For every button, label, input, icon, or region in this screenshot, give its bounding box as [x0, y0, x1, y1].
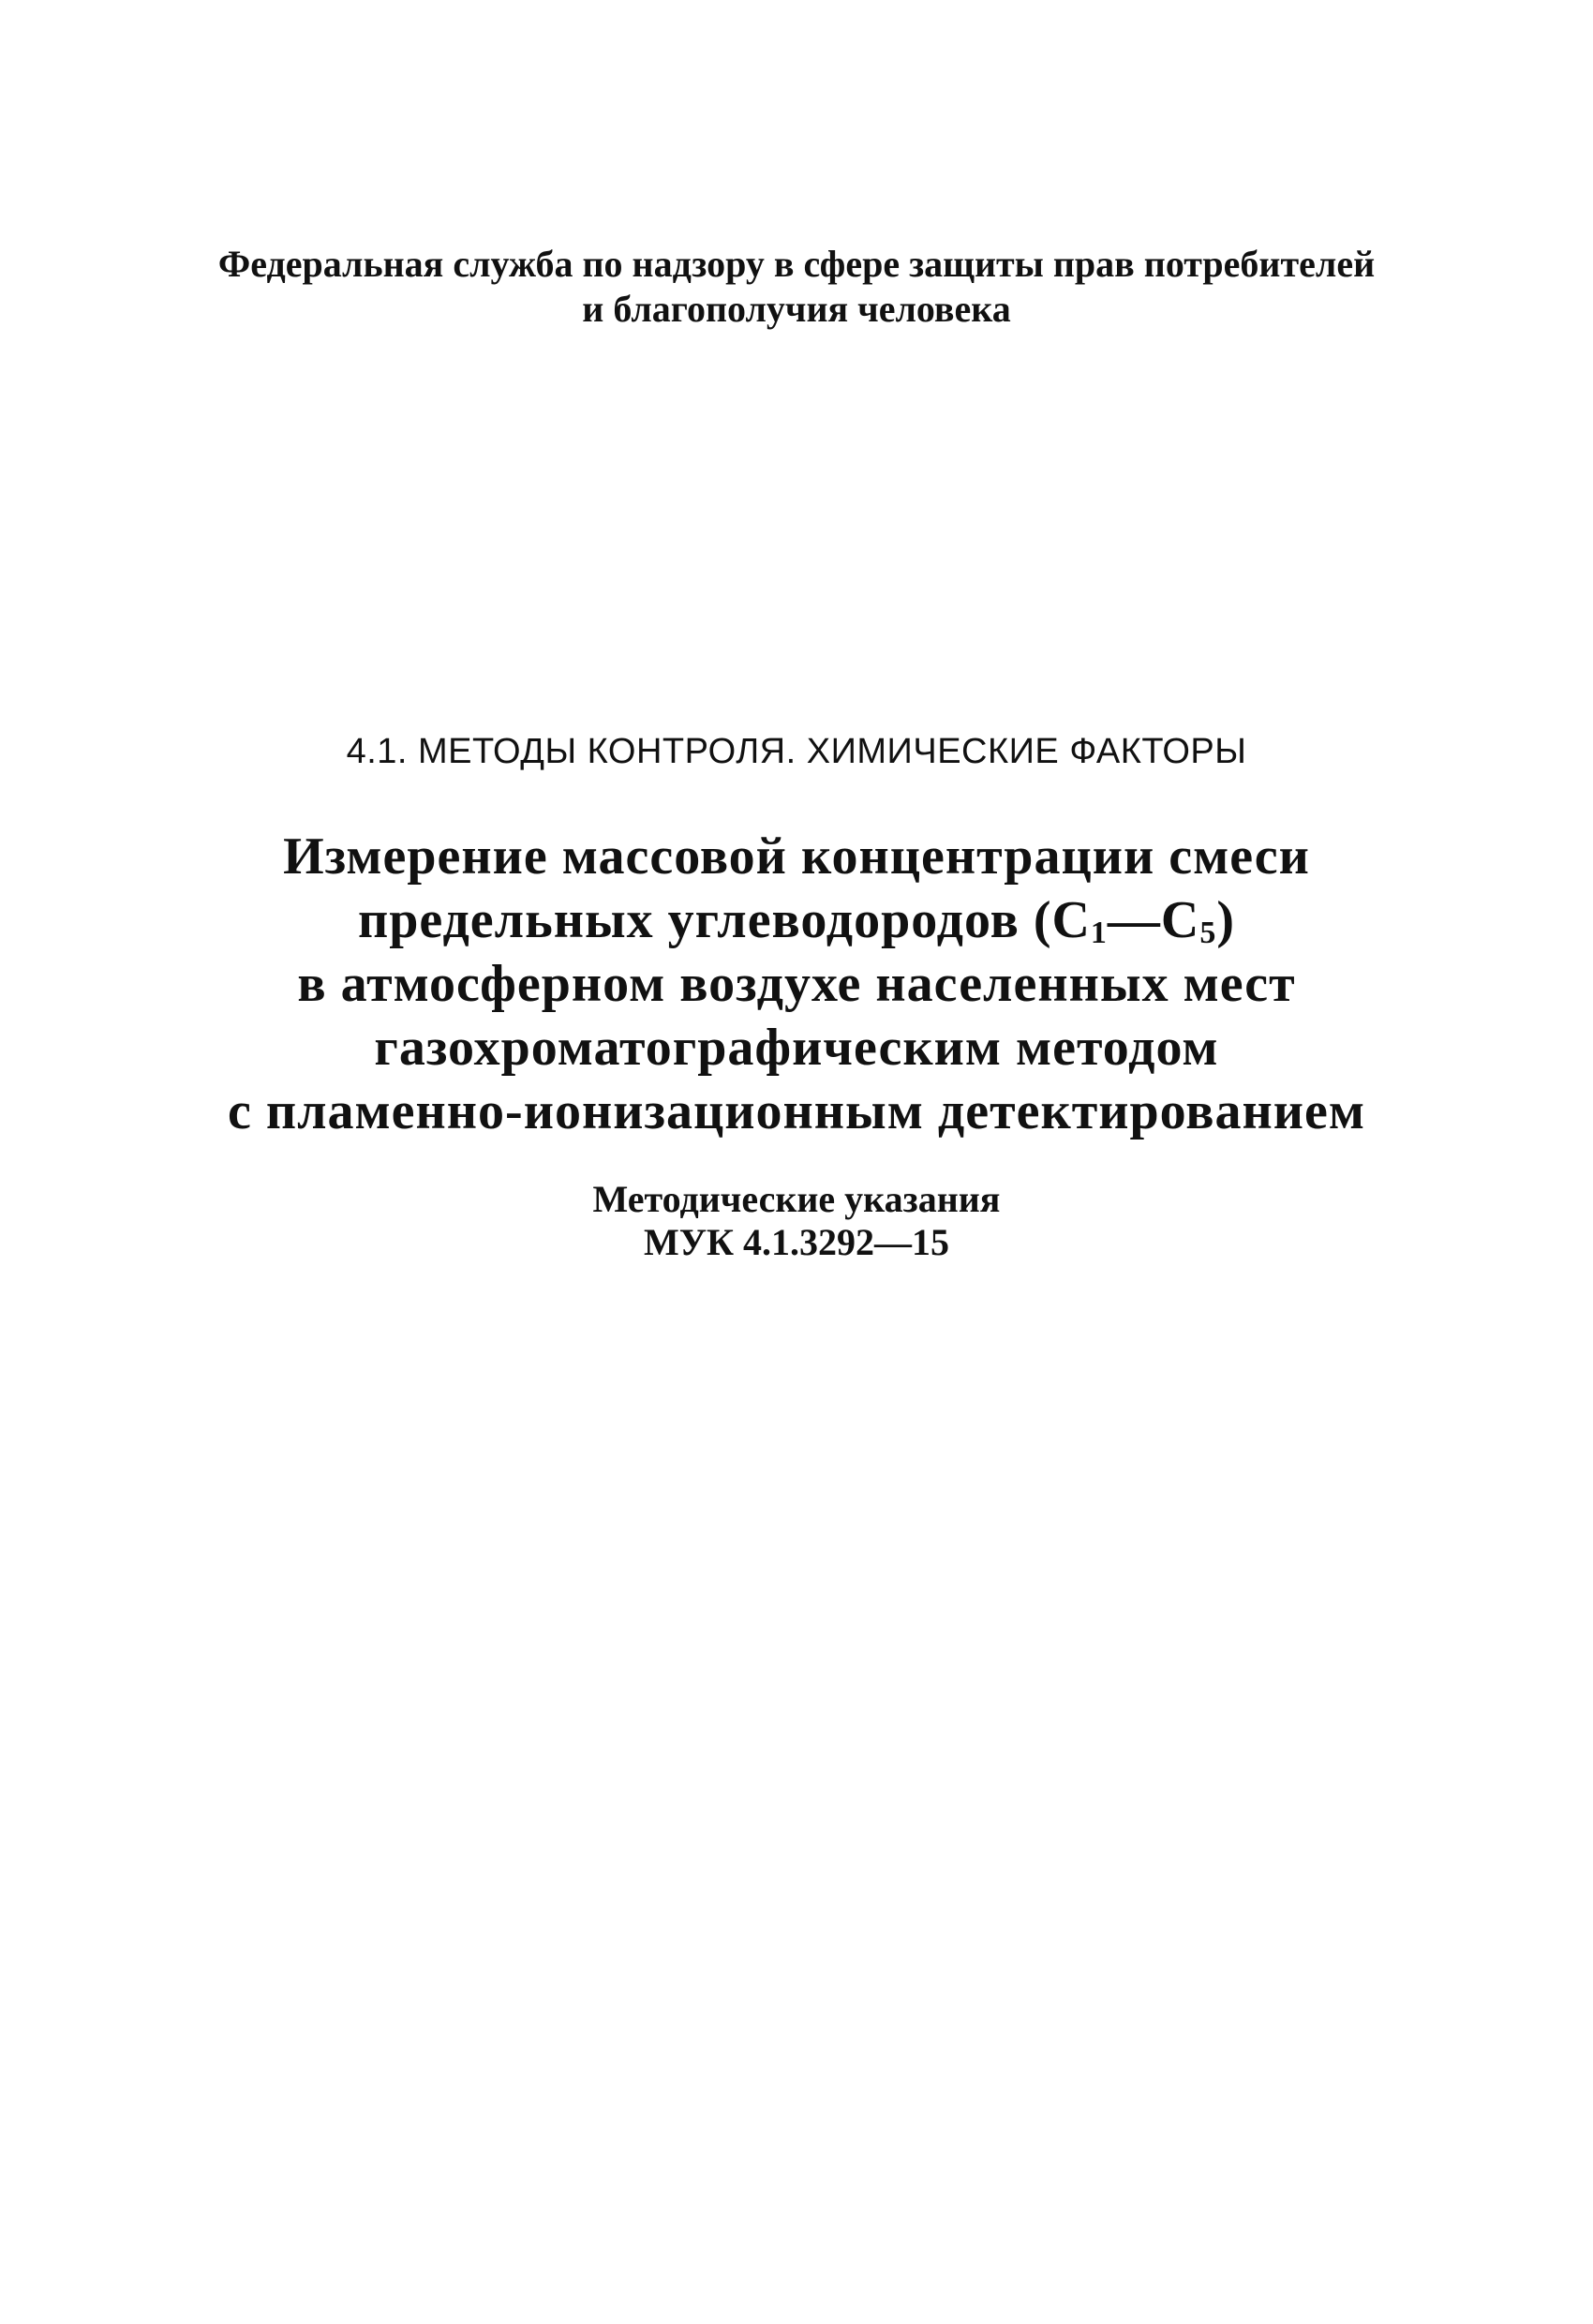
title-line-2-suffix: ) — [1216, 891, 1236, 949]
title-line-5: с пламенно-ионизационным детектированием — [227, 1082, 1366, 1140]
agency-line-1: Федеральная служба по надзору в сфере защиты прав потребителей — [217, 243, 1376, 285]
document-title — [0, 825, 1593, 1143]
title-subscript-5: 5 — [1199, 916, 1217, 950]
title-line-2-mid: —С — [1107, 891, 1200, 949]
agency-header — [0, 242, 1593, 332]
title-line-2-prefix: предельных углеводородов (С — [357, 891, 1091, 949]
title-line-3: в атмосферном воздухе населенных мест — [297, 955, 1296, 1013]
title-subscript-1: 1 — [1090, 916, 1108, 950]
title-line-4: газохроматографическим методом — [374, 1019, 1219, 1077]
document-type-name: Методические указания — [592, 1178, 1001, 1220]
series-heading: 4.1. МЕТОДЫ КОНТРОЛЯ. ХИМИЧЕСКИЕ ФАКТОРЫ — [346, 732, 1247, 771]
title-line-1: Измерение массовой концентрации смеси — [283, 827, 1310, 886]
agency-line-2: и благополучия человека — [582, 288, 1011, 330]
document-code: МУК 4.1.3292—15 — [643, 1221, 950, 1263]
title-line-2 — [0, 888, 1593, 952]
document-type — [0, 1178, 1593, 1264]
